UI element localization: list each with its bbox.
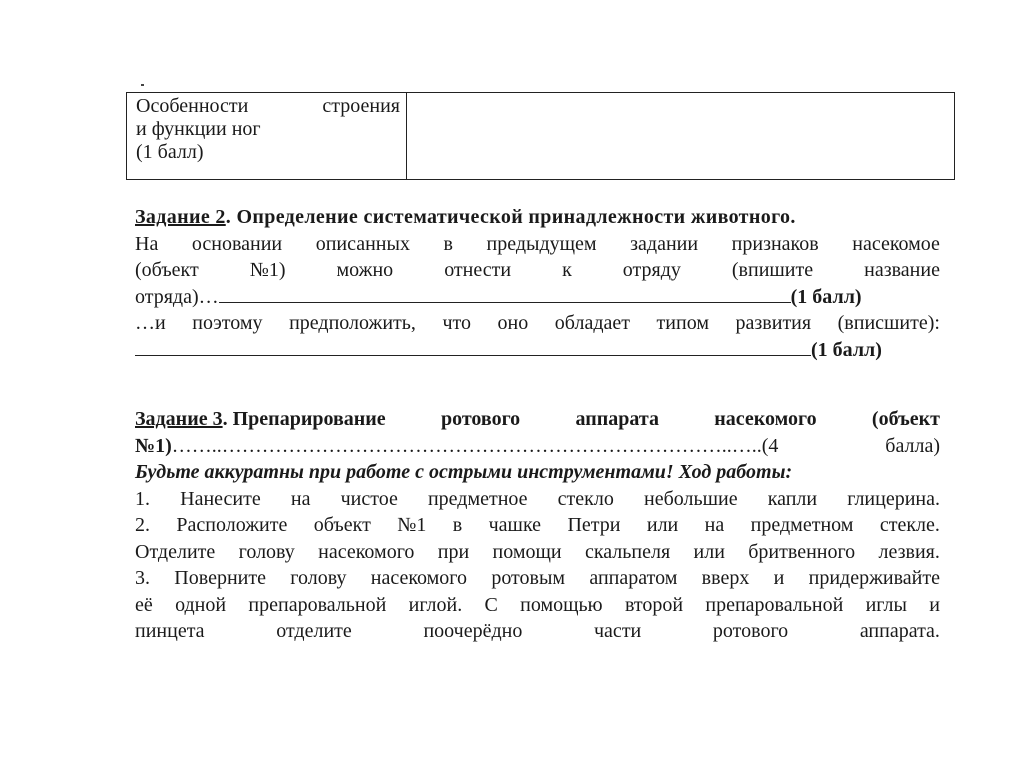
word: препаровальной	[248, 593, 387, 616]
word: описанных	[315, 232, 410, 255]
word: развития	[735, 312, 812, 334]
word: отделите	[276, 620, 352, 642]
task-2-line-5	[135, 337, 940, 364]
word: обладает	[554, 312, 630, 334]
scan-mark	[141, 84, 144, 86]
word: . Препарирование	[222, 408, 386, 430]
word: препаровальной	[705, 593, 844, 616]
word: чистое	[340, 487, 398, 510]
word: С	[484, 593, 498, 616]
word: придерживайте	[808, 567, 940, 589]
step-2	[135, 512, 940, 539]
points-label: (1 балл)	[790, 285, 862, 308]
word: отряду	[622, 259, 681, 281]
task-2-line-2	[135, 257, 940, 284]
word: одной	[175, 593, 227, 616]
step-2-cont	[135, 539, 940, 566]
word: поочерёдно	[423, 620, 523, 642]
task-2-title: . Определение систематической принадлежности животного.	[225, 206, 796, 228]
word: пинцета	[135, 620, 205, 642]
task-2-heading	[135, 204, 940, 231]
step-3-end	[135, 618, 940, 645]
word: иглы	[865, 593, 907, 616]
word: чашке	[488, 514, 542, 536]
row-label-line-3: (1 балл)	[136, 141, 204, 163]
word: можно	[336, 259, 394, 281]
answer-cell[interactable]	[407, 93, 955, 180]
word: Расположите	[176, 514, 288, 536]
heading-first	[135, 406, 386, 433]
object-ref: №1)	[135, 434, 172, 457]
safety-warning: Будьте аккуратны при работе с острыми инструментами! Ход работы:	[135, 461, 793, 483]
dots-segment	[135, 433, 778, 460]
word: Поверните	[174, 567, 266, 589]
word: (объект	[871, 408, 940, 430]
word: (впишите	[731, 259, 814, 281]
word: помощи	[492, 540, 562, 563]
task-2-line-1	[135, 231, 940, 258]
task-3-heading	[135, 406, 940, 433]
word: аппарата	[575, 408, 659, 430]
word: и	[929, 593, 940, 616]
row-label-line-1: Особенности строения	[136, 95, 400, 117]
word: поэтому	[192, 312, 263, 334]
word: ротового	[712, 620, 789, 642]
word: №1	[397, 514, 427, 536]
word: задании	[630, 232, 699, 255]
step-3-cont	[135, 592, 940, 619]
points-label: балла)	[885, 434, 940, 457]
word: или	[646, 514, 679, 536]
word: второй	[624, 593, 684, 616]
word: (объект	[135, 259, 199, 281]
word: на	[704, 514, 725, 536]
word: при	[437, 540, 470, 563]
word: предметное	[427, 487, 528, 510]
word: Отделите	[135, 540, 216, 563]
development-answer-line[interactable]	[135, 337, 811, 356]
word: аппарата.	[859, 620, 940, 642]
word: (вписшите):	[837, 312, 940, 334]
word: основании	[191, 232, 283, 255]
word: в	[452, 514, 463, 536]
word: помощью	[520, 593, 603, 616]
word: стекле.	[879, 514, 940, 536]
word: 2.	[135, 514, 150, 536]
task-2	[135, 204, 940, 363]
word: что	[442, 312, 471, 334]
word: насекомого	[318, 540, 415, 563]
word: название	[864, 259, 940, 281]
points-label: (1 балл)	[811, 338, 882, 361]
word: предположить,	[289, 312, 416, 334]
word: части	[594, 620, 642, 642]
word: небольшие	[644, 487, 738, 510]
word: признаков	[731, 232, 819, 255]
word: бритвенного	[748, 540, 856, 563]
word: к	[562, 259, 572, 281]
word: лезвия.	[878, 540, 940, 563]
row-label-line-2: и функции ног	[136, 118, 261, 140]
word: капли	[767, 487, 818, 510]
order-prompt: отряда)…	[135, 285, 219, 308]
word: ротового	[441, 408, 521, 430]
word: вверх	[701, 567, 750, 589]
word: насекомого	[370, 567, 468, 589]
word: Петри	[567, 514, 621, 536]
task-2-line-3	[135, 284, 940, 311]
word: насекомого	[714, 408, 817, 430]
word: её	[135, 593, 153, 616]
word: на	[290, 487, 311, 510]
step-3	[135, 565, 940, 592]
task-2-label: Задание 2	[135, 206, 226, 228]
word: типом	[656, 312, 709, 334]
word: насекомое	[852, 232, 940, 255]
dots: ……..…………………………………………………………………..…..(4	[171, 434, 779, 457]
word: голову	[238, 540, 295, 563]
word: 3.	[135, 567, 150, 589]
word: в	[443, 232, 453, 255]
word: ротовым	[491, 567, 566, 589]
word: На	[135, 232, 159, 255]
word: …и	[135, 312, 166, 334]
word: аппаратом	[589, 567, 678, 589]
word: Нанесите	[180, 487, 261, 510]
word: оно	[497, 312, 529, 334]
row-label-cell	[127, 93, 407, 180]
word: 1.	[135, 487, 150, 510]
word: или	[693, 540, 725, 563]
word: предыдущем	[486, 232, 597, 255]
word: отнести	[444, 259, 512, 281]
word: предметном	[750, 514, 854, 536]
task-3-label: Задание 3	[135, 408, 223, 430]
task-3-line-2	[135, 433, 940, 460]
word: скальпеля	[584, 540, 671, 563]
step-1	[135, 486, 940, 513]
order-answer-line[interactable]	[219, 284, 791, 303]
word: и	[773, 567, 785, 589]
table-row	[127, 93, 955, 180]
word: глицерина.	[847, 487, 940, 510]
word: иглой.	[408, 593, 463, 616]
features-table	[126, 92, 955, 180]
task-3	[135, 406, 940, 645]
task-2-line-4	[135, 310, 940, 337]
word: голову	[290, 567, 347, 589]
word: стекло	[557, 487, 614, 510]
word: №1)	[249, 259, 286, 281]
word: объект	[313, 514, 371, 536]
